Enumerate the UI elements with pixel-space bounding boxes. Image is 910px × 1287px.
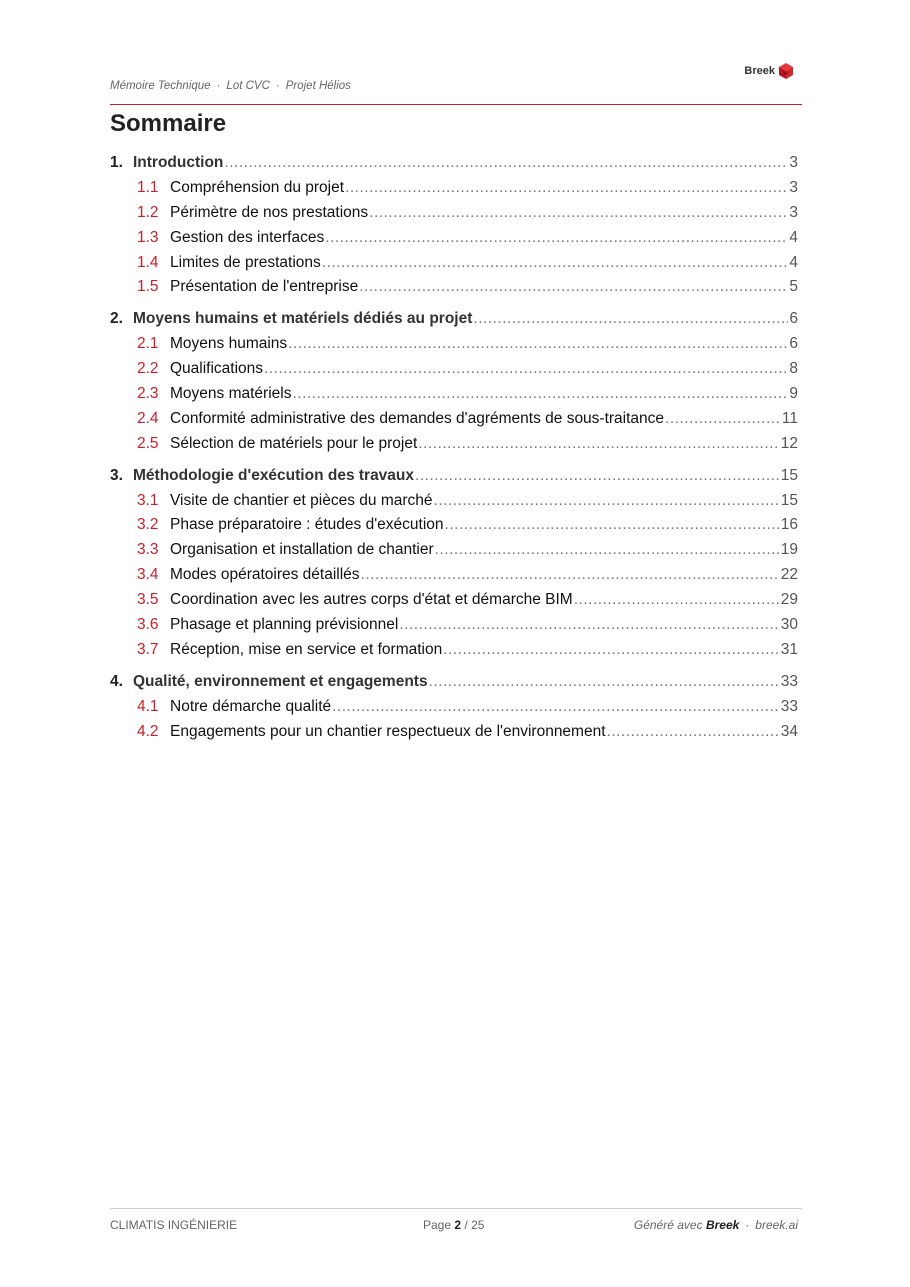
toc-entry-label: Qualifications xyxy=(170,360,264,378)
toc-entry-label: Moyens matériels xyxy=(170,385,292,403)
page-header xyxy=(110,62,802,105)
toc-entry-page: 15 xyxy=(780,491,798,509)
footer-generated-prefix: Généré avec xyxy=(633,1218,703,1232)
toc-entry-page: 34 xyxy=(780,722,798,740)
toc-dot-leader xyxy=(429,670,780,695)
toc-entry-number: 1.3 xyxy=(137,228,159,246)
table-of-contents xyxy=(110,151,798,744)
toc-entry-label: Réception, mise en service et formation xyxy=(170,640,443,658)
toc-entry-page: 15 xyxy=(780,466,798,484)
toc-entry-page: 12 xyxy=(780,434,798,452)
toc-entry-label: Introduction xyxy=(133,154,224,171)
toc-subsection-entry[interactable] xyxy=(110,357,798,382)
toc-subsection-entry[interactable] xyxy=(110,695,798,720)
toc-dot-leader xyxy=(665,407,781,432)
footer-page-current: 2 xyxy=(454,1218,462,1232)
toc-dot-leader xyxy=(264,357,788,382)
footer-company: CLIMATIS INGÉNIERIE xyxy=(110,1218,238,1232)
toc-dot-leader xyxy=(434,489,780,514)
toc-dot-leader xyxy=(369,201,788,226)
toc-subsection-entry[interactable] xyxy=(110,251,798,276)
toc-entry-page: 16 xyxy=(780,516,798,534)
toc-dot-leader xyxy=(325,226,788,251)
page-title: Sommaire xyxy=(110,110,227,137)
footer-generated xyxy=(634,1218,798,1232)
toc-subsection-entry[interactable] xyxy=(110,638,798,663)
toc-entry-page: 33 xyxy=(780,697,798,715)
toc-entry-label: Moyens humains et matériels dédiés au projet xyxy=(133,310,473,328)
toc-entry-page: 29 xyxy=(780,591,798,609)
toc-entry-label: Sélection de matériels pour le projet xyxy=(170,434,418,452)
toc-entry-number: 1.2 xyxy=(137,203,159,221)
toc-dot-leader xyxy=(473,307,788,332)
header-meta xyxy=(110,80,351,92)
toc-entry-page: 19 xyxy=(780,541,798,559)
toc-entry-page: 9 xyxy=(789,385,798,403)
footer-page-total: / 25 xyxy=(464,1218,485,1232)
toc-dot-leader xyxy=(361,563,780,588)
toc-dot-leader xyxy=(399,613,779,638)
toc-entry-number: 1.4 xyxy=(137,253,159,271)
toc-subsection-entry[interactable] xyxy=(110,332,798,357)
toc-section-entry[interactable] xyxy=(110,464,798,489)
footer-page-number xyxy=(423,1218,484,1232)
header-doc-type: Mémoire Technique xyxy=(110,80,211,92)
toc-entry-page: 6 xyxy=(789,310,798,328)
toc-entry-number: 3.6 xyxy=(137,616,159,634)
toc-dot-leader xyxy=(574,588,780,613)
toc-dot-leader xyxy=(443,638,780,663)
toc-section-entry[interactable] xyxy=(110,670,798,695)
toc-entry-number: 4.1 xyxy=(137,697,159,715)
toc-dot-leader xyxy=(224,151,788,176)
header-project: Projet Hélios xyxy=(285,80,351,92)
toc-entry-page: 11 xyxy=(781,409,798,427)
toc-entry-label: Coordination avec les autres corps d'état et démarche BIM xyxy=(170,591,573,609)
toc-entry-label: Méthodologie d'exécution des travaux xyxy=(133,466,415,484)
toc-subsection-entry[interactable] xyxy=(110,720,798,745)
toc-entry-page: 4 xyxy=(789,228,798,246)
header-lot: Lot CVC xyxy=(226,80,270,92)
toc-dot-leader xyxy=(435,538,780,563)
footer-separator: · xyxy=(745,1218,750,1232)
toc-entry-label: Qualité, environnement et engagements xyxy=(133,672,428,690)
toc-entry-number: 4. xyxy=(110,672,123,690)
toc-entry-label: Moyens humains xyxy=(170,335,288,353)
toc-entry-number: 2. xyxy=(110,310,123,328)
toc-entry-number: 2.2 xyxy=(137,360,159,378)
toc-entry-number: 3.4 xyxy=(137,566,159,584)
toc-entry-label: Phasage et planning prévisionnel xyxy=(170,616,399,634)
toc-entry-number: 3.7 xyxy=(137,640,159,658)
toc-entry-number: 2.4 xyxy=(137,409,159,427)
toc-subsection-entry[interactable] xyxy=(110,538,798,563)
toc-entry-number: 3.3 xyxy=(137,541,159,559)
toc-subsection-entry[interactable] xyxy=(110,382,798,407)
toc-subsection-entry[interactable] xyxy=(110,588,798,613)
toc-entry-number: 2.5 xyxy=(137,434,159,452)
toc-entry-label: Phase préparatoire : études d'exécution xyxy=(170,516,444,534)
toc-dot-leader xyxy=(445,513,780,538)
page-footer xyxy=(110,1208,802,1232)
toc-subsection-entry[interactable] xyxy=(110,489,798,514)
toc-entry-page: 6 xyxy=(789,335,798,353)
toc-section-entry[interactable] xyxy=(110,151,798,176)
toc-entry-number: 1.1 xyxy=(137,178,159,196)
brand-logo xyxy=(744,62,794,80)
toc-subsection-entry[interactable] xyxy=(110,513,798,538)
toc-entry-page: 33 xyxy=(780,672,798,690)
toc-entry-page: 4 xyxy=(789,253,798,271)
toc-entry-page: 30 xyxy=(780,616,798,634)
toc-dot-leader xyxy=(292,382,788,407)
toc-subsection-entry[interactable] xyxy=(110,432,798,457)
footer-site-link: breek.ai xyxy=(755,1218,798,1232)
toc-dot-leader xyxy=(359,275,788,300)
toc-subsection-entry[interactable] xyxy=(110,226,798,251)
toc-dot-leader xyxy=(345,176,788,201)
toc-entry-label: Gestion des interfaces xyxy=(170,228,325,246)
toc-entry-page: 3 xyxy=(789,178,798,196)
toc-entry-label: Conformité administrative des demandes d'agréments de sous-traitance xyxy=(170,409,665,427)
toc-subsection-entry[interactable] xyxy=(110,407,798,432)
toc-section-entry[interactable] xyxy=(110,307,798,332)
toc-entry-number: 4.2 xyxy=(137,722,159,740)
toc-subsection-entry[interactable] xyxy=(110,176,798,201)
toc-entry-label: Engagements pour un chantier respectueux de l'environnement xyxy=(170,722,606,740)
toc-entry-label: Compréhension du projet xyxy=(170,178,345,196)
toc-dot-leader xyxy=(288,332,788,357)
toc-entry-label: Présentation de l'entreprise xyxy=(170,278,359,296)
toc-dot-leader xyxy=(418,432,779,457)
toc-entry-number: 2.3 xyxy=(137,385,159,403)
toc-entry-label: Organisation et installation de chantier xyxy=(170,541,434,559)
toc-entry-number: 1. xyxy=(110,154,123,171)
toc-entry-number: 3. xyxy=(110,466,123,484)
toc-entry-number: 3.5 xyxy=(137,591,159,609)
toc-dot-leader xyxy=(332,695,780,720)
toc-entry-number: 2.1 xyxy=(137,335,159,353)
toc-entry-label: Limites de prestations xyxy=(170,253,321,271)
toc-entry-page: 5 xyxy=(789,278,798,296)
toc-dot-leader xyxy=(415,464,780,489)
brand-name: Breek xyxy=(744,65,775,77)
footer-page-prefix: Page xyxy=(423,1218,452,1232)
toc-subsection-entry[interactable] xyxy=(110,275,798,300)
toc-entry-page: 3 xyxy=(789,154,798,171)
toc-subsection-entry[interactable] xyxy=(110,563,798,588)
header-separator: · xyxy=(216,80,221,92)
toc-entry-label: Notre démarche qualité xyxy=(170,697,332,715)
toc-subsection-entry[interactable] xyxy=(110,613,798,638)
footer-generated-brand: Breek xyxy=(705,1218,740,1232)
toc-subsection-entry[interactable] xyxy=(110,201,798,226)
toc-dot-leader xyxy=(322,251,789,276)
toc-dot-leader xyxy=(607,720,780,745)
toc-entry-page: 3 xyxy=(789,203,798,221)
toc-entry-number: 3.1 xyxy=(137,491,159,509)
cube-logo-icon xyxy=(778,62,794,80)
toc-entry-number: 1.5 xyxy=(137,278,159,296)
toc-entry-page: 22 xyxy=(780,566,798,584)
toc-entry-page: 8 xyxy=(789,360,798,378)
toc-entry-label: Périmètre de nos prestations xyxy=(170,203,369,221)
toc-entry-page: 31 xyxy=(780,640,798,658)
toc-entry-label: Visite de chantier et pièces du marché xyxy=(170,491,433,509)
toc-entry-number: 3.2 xyxy=(137,516,159,534)
header-separator: · xyxy=(275,80,280,92)
toc-entry-label: Modes opératoires détaillés xyxy=(170,566,360,584)
